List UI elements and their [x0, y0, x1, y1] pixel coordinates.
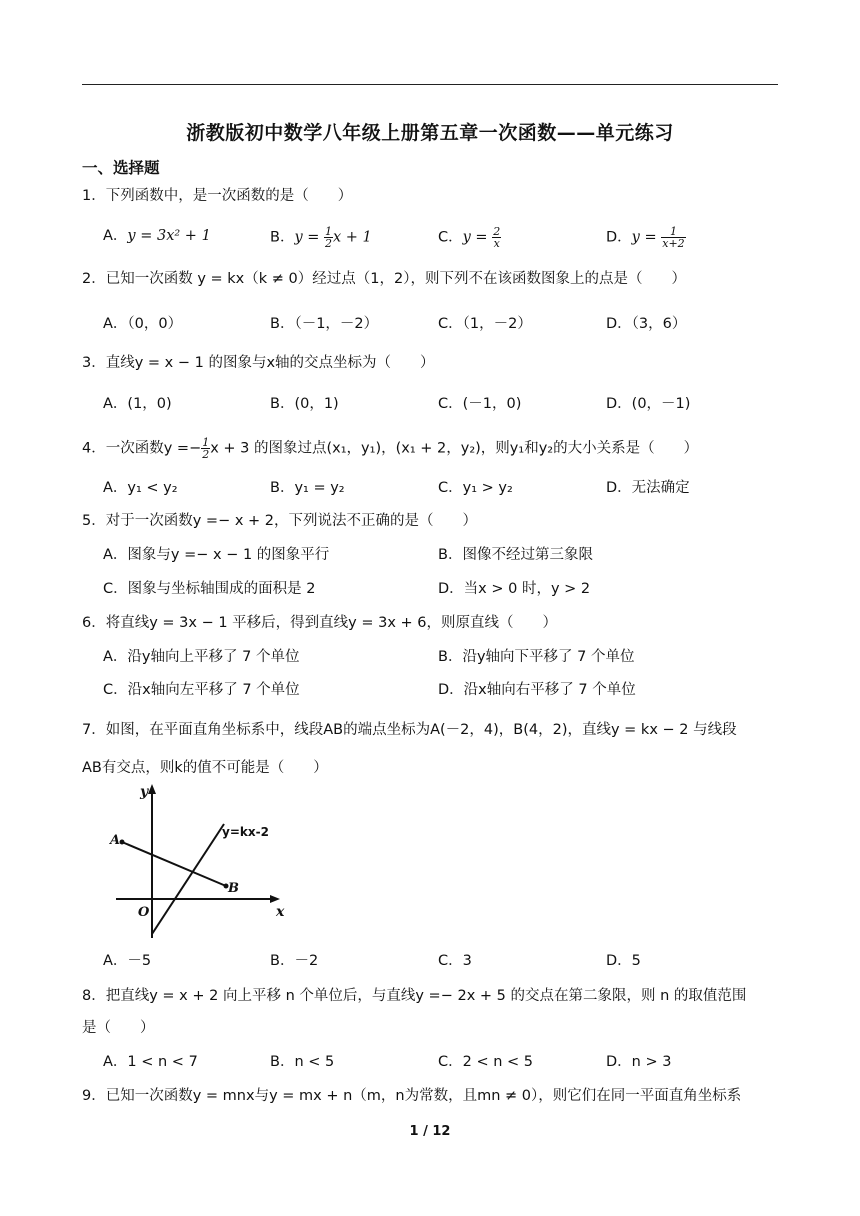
question-3-stem: 3．直线y = x − 1 的图象与x轴的交点坐标为（ ）: [82, 355, 435, 371]
q4-option-c[interactable]: C．y₁ > y₂: [438, 480, 513, 496]
line-kx-minus-2: [152, 824, 224, 934]
q3-option-a[interactable]: A．(1，0): [103, 396, 172, 412]
q5-option-b[interactable]: B．图像不经过第三象限: [438, 547, 593, 563]
question-1-stem: 1．下列函数中，是一次函数的是（ ）: [82, 188, 353, 204]
q8-option-c[interactable]: C．2 < n < 5: [438, 1054, 534, 1070]
q5-option-c[interactable]: C．图象与坐标轴围成的面积是 2: [103, 581, 316, 597]
q7-option-d[interactable]: D．5: [606, 953, 641, 969]
q6-option-c[interactable]: C．沿x轴向左平移了 7 个单位: [103, 682, 300, 698]
q8-option-a[interactable]: A．1 < n < 7: [103, 1054, 198, 1070]
page-title: 浙教版初中数学八年级上册第五章一次函数——单元练习: [186, 122, 674, 144]
q6-option-b[interactable]: B．沿y轴向下平移了 7 个单位: [438, 649, 635, 665]
q6-option-d[interactable]: D．沿x轴向右平移了 7 个单位: [438, 682, 636, 698]
line-label: y=kx-2: [222, 825, 269, 839]
q8-option-d[interactable]: D．n > 3: [606, 1054, 672, 1070]
y-axis-label: y: [140, 784, 149, 800]
fraction: $\frac{2}{x}$: [493, 225, 501, 250]
q2-option-c[interactable]: C．（1，－2）: [438, 316, 532, 332]
section-heading: 一、选择题: [82, 159, 160, 177]
q7-option-b[interactable]: B．－2: [270, 953, 319, 969]
q3-option-d[interactable]: D．(0，－1): [606, 396, 691, 412]
q5-option-a[interactable]: A．图象与y =− x − 1 的图象平行: [103, 547, 330, 563]
x-axis-arrow: [270, 895, 280, 903]
segment-ab: [122, 842, 226, 886]
point-b-label: B: [228, 881, 239, 896]
question-2-stem: 2．已知一次函数 y = kx（k ≠ 0）经过点（1，2），则下列不在该函数图象上的点是（ ）: [82, 271, 686, 287]
x-axis-label: x: [276, 904, 285, 920]
fraction: $\frac{1}{2}$: [325, 225, 333, 250]
q7-option-a[interactable]: A．－5: [103, 953, 152, 969]
q1-option-d[interactable]: D．y = $\frac{1}{x+2}$: [606, 225, 685, 250]
q8-option-b[interactable]: B．n < 5: [270, 1054, 335, 1070]
question-6-stem: 6．将直线y = 3x − 1 平移后，得到直线y = 3x + 6，则原直线（ ）: [82, 615, 558, 631]
origin-label: O: [138, 905, 150, 920]
fraction: $\frac{1}{2}$: [202, 436, 210, 461]
page-number: 1 / 12: [409, 1124, 451, 1139]
q1-option-a[interactable]: A．y = 3x² + 1: [103, 228, 211, 244]
q5-option-d[interactable]: D．当x > 0 时，y > 2: [438, 581, 591, 597]
question-9-stem: 9．已知一次函数y = mnx与y = mx + n（m，n为常数，且mn ≠ 0），则它们在同一平面直角坐标系: [82, 1088, 742, 1104]
q4-option-a[interactable]: A．y₁ < y₂: [103, 480, 178, 496]
q7-option-c[interactable]: C．3: [438, 953, 472, 969]
coordinate-graph: [100, 780, 290, 942]
question-5-stem: 5．对于一次函数y =− x + 2，下列说法不正确的是（ ）: [82, 513, 477, 529]
point-a: [120, 840, 125, 845]
q1-option-c[interactable]: C．y = $\frac{2}{x}$: [438, 225, 501, 250]
q1-option-b[interactable]: B．y = $\frac{1}{2}$ x + 1: [270, 225, 372, 250]
q2-option-b[interactable]: B．（－1，－2）: [270, 316, 379, 332]
question-4-stem: 4．一次函数y =− $\frac{1}{2}$ x + 3 的图象过点(x₁，y₁)，(x₁ + 2，y₂)，则y₁和y₂的大小关系是（ ）: [82, 436, 699, 461]
question-7-stem-line1: 7．如图，在平面直角坐标系中，线段AB的端点坐标为A(－2，4)，B(4，2)，直线y = kx − 2 与线段: [82, 722, 737, 738]
y-axis-arrow: [148, 784, 156, 794]
q4-option-d[interactable]: D．无法确定: [606, 480, 690, 496]
question-8-stem-line2: 是（ ）: [82, 1020, 155, 1036]
question-8-stem-line1: 8．把直线y = x + 2 向上平移 n 个单位后，与直线y =− 2x + 5 的交点在第二象限，则 n 的取值范围: [82, 988, 747, 1004]
q3-option-c[interactable]: C．(－1，0): [438, 396, 522, 412]
header-rule: [82, 84, 778, 85]
point-a-label: A: [110, 833, 121, 848]
q6-option-a[interactable]: A．沿y轴向上平移了 7 个单位: [103, 649, 300, 665]
q3-option-b[interactable]: B．(0，1): [270, 396, 339, 412]
q4-option-b[interactable]: B．y₁ = y₂: [270, 480, 345, 496]
q2-option-a[interactable]: A．（0，0）: [103, 316, 183, 332]
question-7-stem-line2: AB有交点，则k的值不可能是（ ）: [82, 760, 328, 776]
fraction: $\frac{1}{x+2}$: [662, 225, 685, 250]
q2-option-d[interactable]: D．（3，6）: [606, 316, 687, 332]
